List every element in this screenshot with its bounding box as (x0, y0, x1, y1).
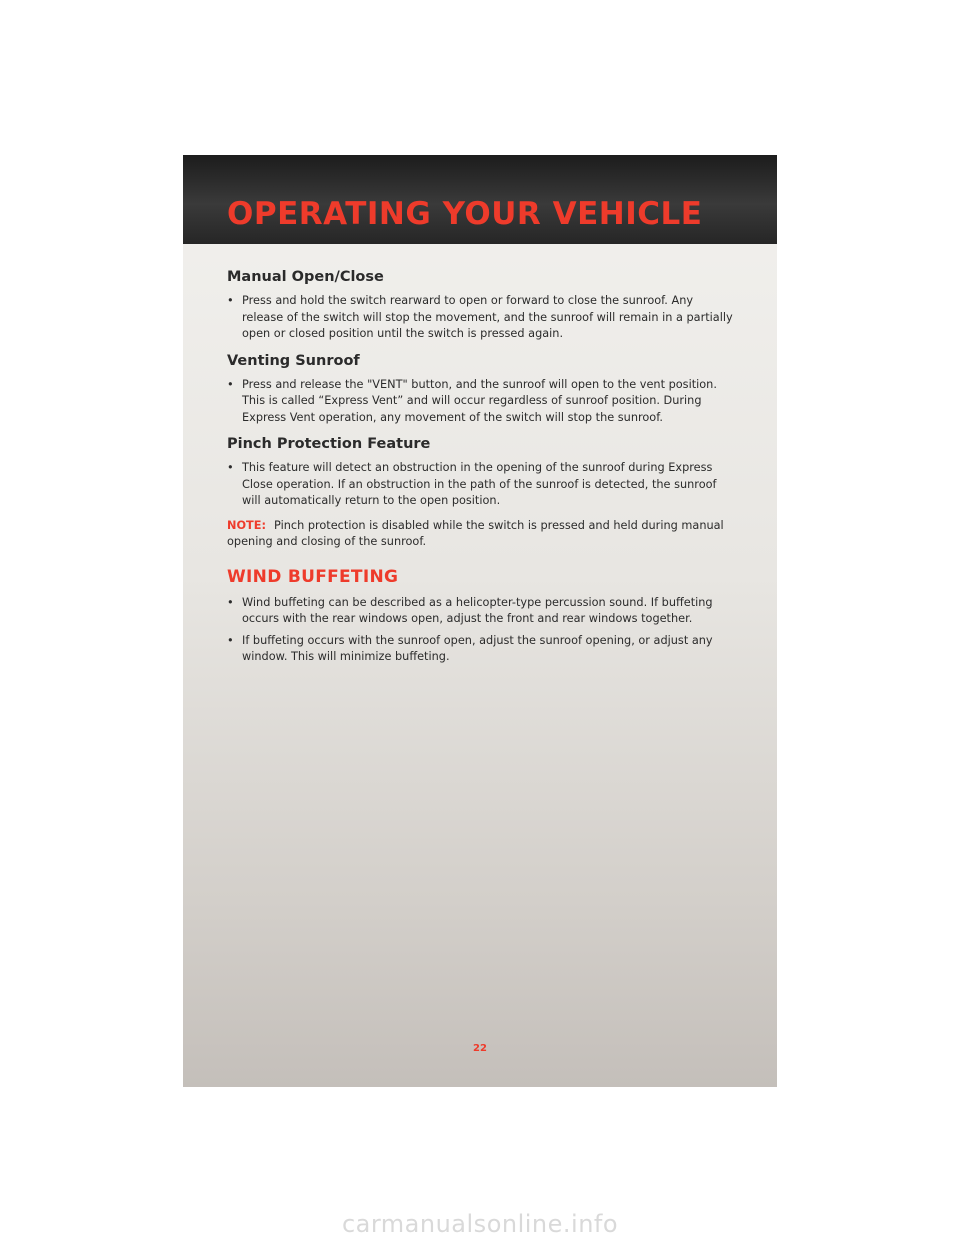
heading-venting-sunroof: Venting Sunroof (227, 352, 360, 369)
note-text: Pinch protection is disabled while the switch is pressed and held during manual opening and closing of the sunroof. (227, 518, 724, 548)
page-header (183, 155, 777, 244)
list-venting (227, 377, 737, 427)
note-paragraph (227, 518, 737, 551)
list-item (227, 293, 737, 343)
page-title: OPERATING YOUR VEHICLE (227, 196, 703, 232)
list-item (227, 595, 737, 628)
page-content (227, 267, 737, 674)
watermark: carmanualsonline.info (341, 1210, 619, 1238)
list-item-text: Wind buffeting can be described as a helicopter-type percussion sound. If buffeting occurs with the rear windows open, adjust the front and rear windows together. (242, 595, 713, 625)
list-pinch (227, 460, 737, 510)
note-label: NOTE: (227, 518, 266, 532)
list-item (227, 377, 737, 427)
page-number: 22 (473, 1043, 487, 1054)
list-wind (227, 595, 737, 666)
manual-page (183, 155, 777, 1087)
list-item (227, 633, 737, 666)
heading-pinch-protection: Pinch Protection Feature (227, 436, 431, 452)
bullet-icon: • (227, 633, 234, 647)
list-item-text: Press and hold the switch rearward to open or forward to close the sunroof. Any release of the switch will stop the movement, and the sunroof will remain in a partially open or closed position until the switch is pressed again. (242, 294, 733, 340)
heading-manual-open-close: Manual Open/Close (227, 269, 384, 285)
list-manual (227, 293, 737, 343)
bullet-icon: • (227, 461, 234, 474)
bullet-icon: • (227, 294, 234, 307)
list-item-text: This feature will detect an obstruction in the opening of the sunroof during Express Close operation. If an obstruction in the path of the sunroof is detected, the sunroof will automatically return to the open position. (242, 461, 717, 507)
list-item-text: Press and release the "VENT" button, and the sunroof will open to the vent position. This is called “Express Vent” and will occur regardless of sunroof position. During Express Vent operation, any movement of the switch will stop the sunroof. (242, 377, 717, 424)
heading-wind-buffeting: WIND BUFFETING (227, 566, 399, 587)
list-item (227, 460, 737, 510)
list-item-text: If buffeting occurs with the sunroof open, adjust the sunroof opening, or adjust any window. This will minimize buffeting. (242, 633, 713, 663)
bullet-icon: • (227, 595, 234, 609)
bullet-icon: • (227, 377, 234, 391)
